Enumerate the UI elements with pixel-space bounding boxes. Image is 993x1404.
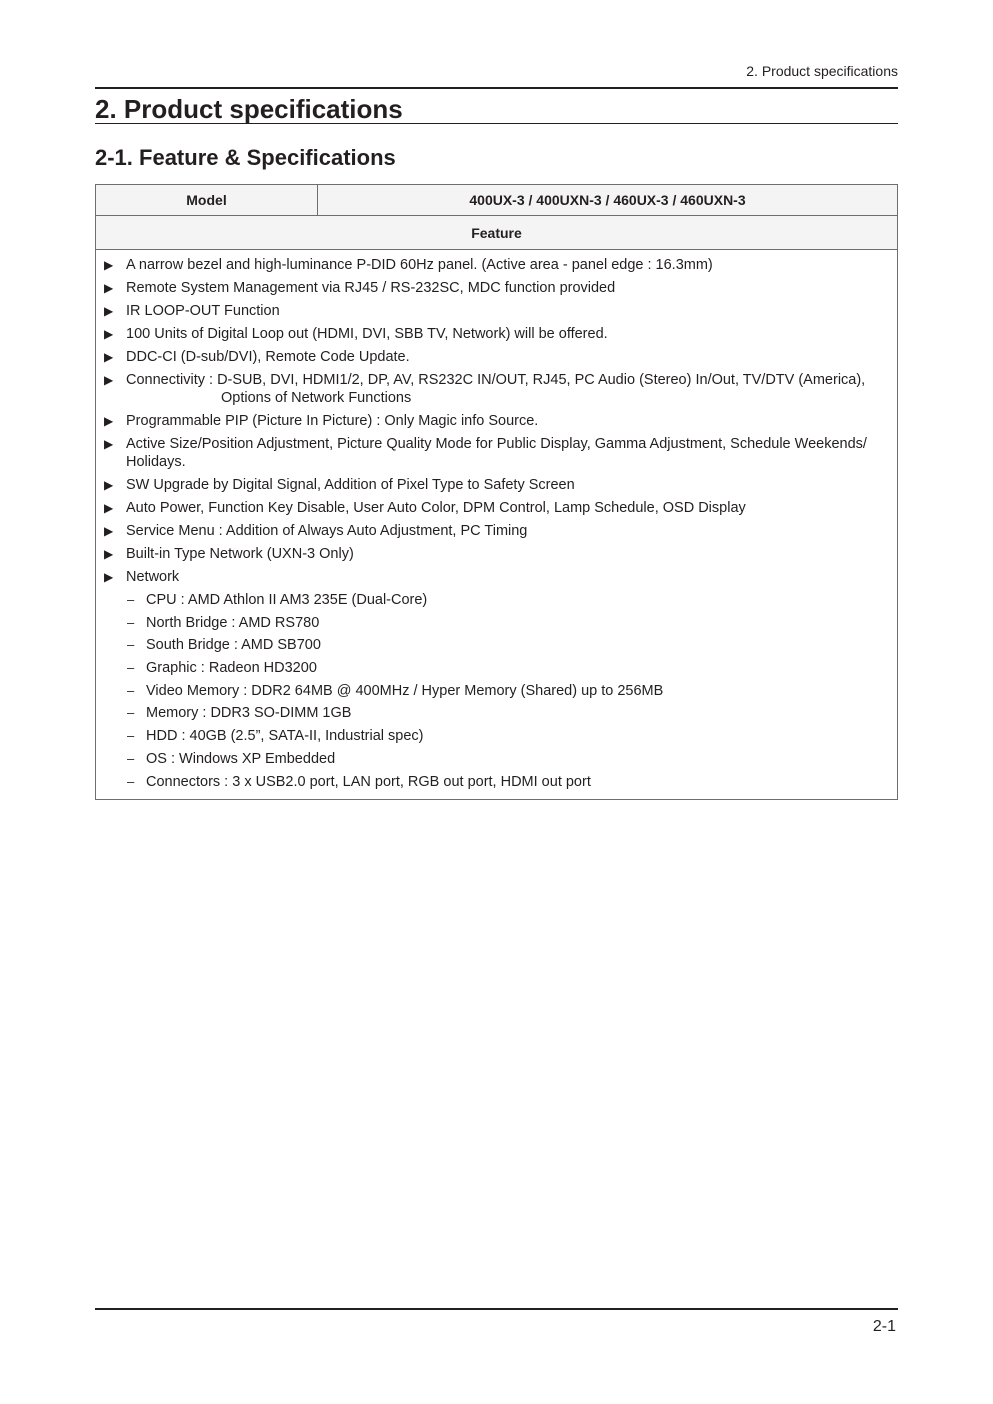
feature-text: Auto Power, Function Key Disable, User Auto Color, DPM Control, Lamp Schedule, OSD Display xyxy=(126,500,746,516)
running-header: 2. Product specifications xyxy=(746,63,898,79)
footer-rule xyxy=(95,1308,898,1310)
feature-text: IR LOOP-OUT Function xyxy=(126,303,280,319)
list-item xyxy=(104,568,891,586)
triangle-right-icon: ▶ xyxy=(104,414,114,428)
connectivity-continuation: Options of Network Functions xyxy=(221,390,412,406)
triangle-right-icon: ▶ xyxy=(104,570,114,584)
list-item xyxy=(104,325,891,343)
spec-text: North Bridge : AMD RS780 xyxy=(146,614,320,631)
list-item xyxy=(104,435,891,471)
list-item xyxy=(104,682,891,700)
triangle-right-icon: ▶ xyxy=(104,547,114,561)
feature-text: DDC-CI (D-sub/DVI), Remote Code Update. xyxy=(126,349,410,365)
list-item xyxy=(104,348,891,366)
spec-text: Connectors : 3 x USB2.0 port, LAN port, RGB out port, HDMI out port xyxy=(146,773,591,790)
list-item xyxy=(104,499,891,517)
dash-icon: – xyxy=(127,728,135,744)
section-title: 2-1. Feature & Specifications xyxy=(95,145,396,170)
feature-text: 100 Units of Digital Loop out (HDMI, DVI, SBB TV, Network) will be offered. xyxy=(126,326,608,342)
list-item xyxy=(104,750,891,768)
list-item xyxy=(104,256,891,274)
triangle-right-icon: ▶ xyxy=(104,350,114,364)
feature-list xyxy=(96,250,897,799)
spec-text: South Bridge : AMD SB700 xyxy=(146,637,321,654)
list-item xyxy=(104,773,891,791)
triangle-right-icon: ▶ xyxy=(104,373,114,387)
spec-text: Video Memory : DDR2 64MB @ 400MHz / Hyper Memory (Shared) up to 256MB xyxy=(146,682,664,699)
dash-icon: – xyxy=(127,637,135,653)
feature-text: Built-in Type Network (UXN-3 Only) xyxy=(126,546,354,562)
dash-icon: – xyxy=(127,614,135,630)
header-rule xyxy=(95,87,898,89)
triangle-right-icon: ▶ xyxy=(104,437,114,451)
list-item xyxy=(104,279,891,297)
spec-text: OS : Windows XP Embedded xyxy=(146,750,336,767)
list-item xyxy=(104,704,891,722)
list-item xyxy=(104,371,891,407)
dash-icon: – xyxy=(127,773,135,789)
list-item xyxy=(104,659,891,677)
feature-text: A narrow bezel and high-luminance P-DID 60Hz panel. (Active area - panel edge : 16.3mm) xyxy=(126,257,713,273)
list-item xyxy=(104,302,891,320)
spec-text: CPU : AMD Athlon II AM3 235E (Dual-Core) xyxy=(146,592,428,608)
dash-icon: – xyxy=(127,682,135,698)
triangle-right-icon: ▶ xyxy=(104,524,114,538)
spec-table xyxy=(95,184,898,800)
dash-icon: – xyxy=(127,750,135,766)
page-number: 2-1 xyxy=(872,1318,896,1335)
model-label: Model xyxy=(96,185,318,215)
triangle-right-icon: ▶ xyxy=(104,281,114,295)
list-item xyxy=(104,614,891,632)
spec-text: Memory : DDR3 SO-DIMM 1GB xyxy=(146,705,352,722)
network-spec-list xyxy=(104,591,891,791)
feature-text: SW Upgrade by Digital Signal, Addition of Pixel Type to Safety Screen xyxy=(126,477,575,493)
feature-text: Service Menu : Addition of Always Auto Adjustment, PC Timing xyxy=(126,523,528,539)
dash-icon: – xyxy=(127,660,135,676)
feature-header: Feature xyxy=(96,216,897,250)
list-item xyxy=(104,522,891,540)
feature-text: Remote System Management via RJ45 / RS-232SC, MDC function provided xyxy=(126,280,616,296)
chapter-title: 2. Product specifications xyxy=(95,94,898,124)
list-item xyxy=(104,545,891,563)
triangle-right-icon: ▶ xyxy=(104,258,114,272)
list-item xyxy=(104,476,891,494)
spec-text: HDD : 40GB (2.5”, SATA-II, Industrial spec) xyxy=(146,728,424,745)
model-row xyxy=(96,185,897,216)
list-item xyxy=(104,727,891,745)
list-item xyxy=(104,412,891,430)
list-item xyxy=(104,636,891,654)
model-value: 400UX-3 / 400UXN-3 / 460UX-3 / 460UXN-3 xyxy=(469,192,746,208)
feature-text: Network xyxy=(126,569,180,585)
feature-text: Programmable PIP (Picture In Picture) : Only Magic info Source. xyxy=(126,413,539,429)
connectivity-line: Connectivity : D-SUB, DVI, HDMI1/2, DP, AV, RS232C IN/OUT, RJ45, PC Audio (Stereo) In/Out, TV/DTV (America), xyxy=(126,372,866,388)
triangle-right-icon: ▶ xyxy=(104,327,114,341)
triangle-right-icon: ▶ xyxy=(104,478,114,492)
feature-text: Active Size/Position Adjustment, Picture Quality Mode for Public Display, Gamma Adjustment, Schedule Weekends/ Holidays. xyxy=(126,436,867,470)
triangle-right-icon: ▶ xyxy=(104,304,114,318)
dash-icon: – xyxy=(127,705,135,721)
dash-icon: – xyxy=(127,592,135,607)
feature-text xyxy=(126,371,891,407)
list-item xyxy=(104,591,891,609)
spec-text: Graphic : Radeon HD3200 xyxy=(146,660,317,677)
triangle-right-icon: ▶ xyxy=(104,501,114,515)
